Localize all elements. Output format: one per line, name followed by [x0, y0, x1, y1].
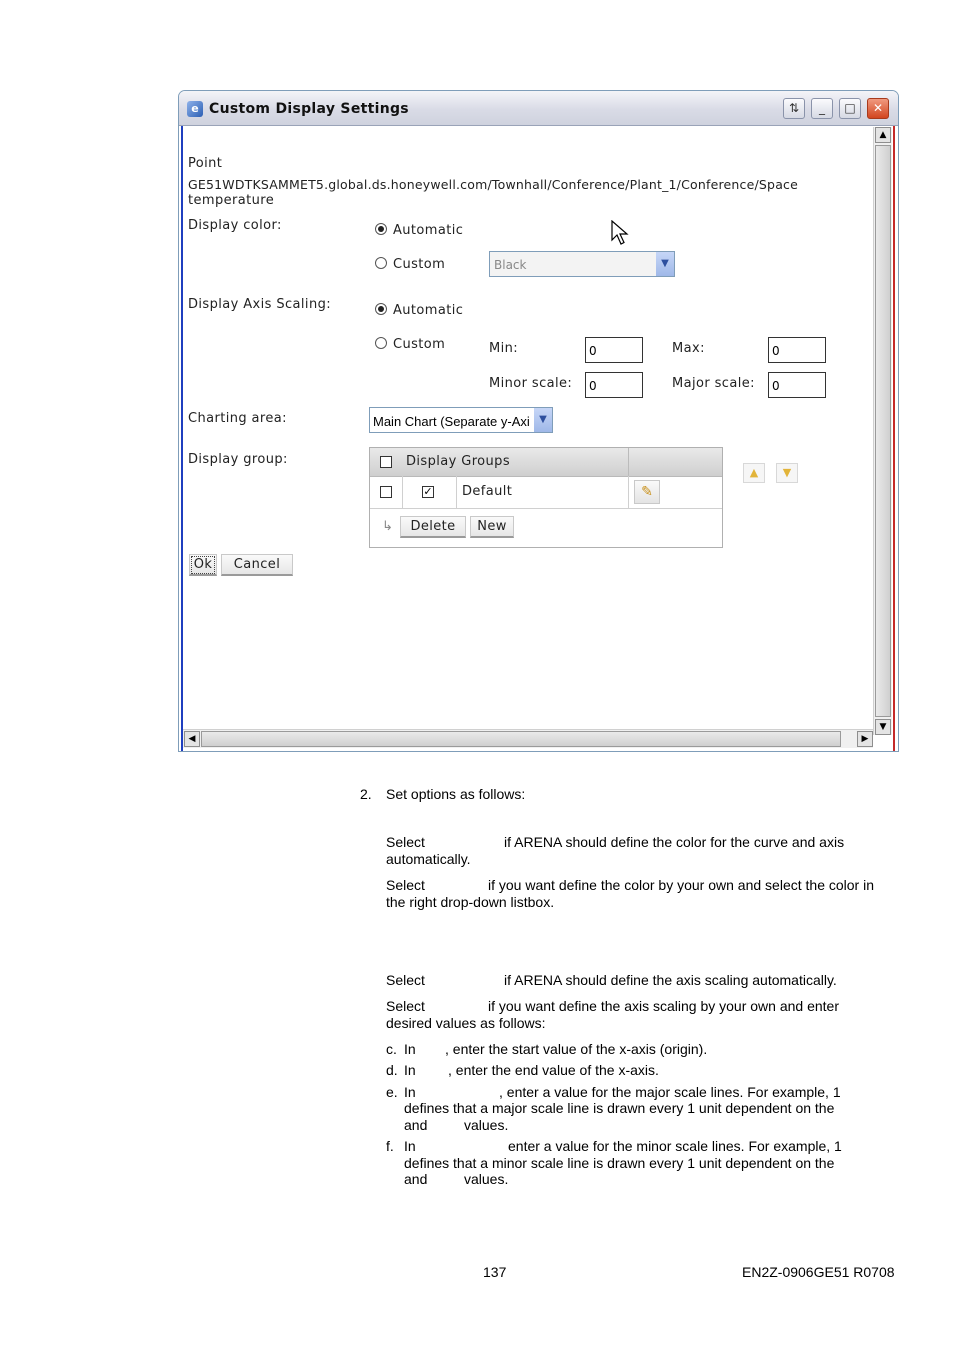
move-up-icon[interactable]: ▲: [743, 463, 765, 483]
para-color-custom-text: if you want define the color by your own and select the color in: [488, 877, 874, 893]
axis-custom-radio[interactable]: [375, 337, 387, 349]
list-f-line2: defines that a minor scale line is drawn every 1 unit dependent on the: [404, 1155, 835, 1171]
chevron-down-icon: ▼: [656, 252, 674, 276]
list-e-values: values.: [464, 1117, 509, 1133]
row-select-checkbox[interactable]: [380, 486, 392, 498]
scroll-right-icon[interactable]: ▶: [857, 731, 873, 747]
refresh-icon[interactable]: ⇅: [783, 98, 805, 119]
column-divider: [628, 476, 629, 508]
list-d-letter: d.: [386, 1062, 398, 1078]
para-axis-auto-select: Select: [386, 972, 425, 988]
minor-scale-input[interactable]: 0: [585, 372, 643, 398]
list-e-and: and: [404, 1117, 428, 1133]
list-e-in: In: [404, 1084, 416, 1100]
ok-button[interactable]: Ok: [189, 554, 217, 576]
display-color-label: Display color:: [188, 218, 282, 233]
axis-automatic-label: Automatic: [393, 303, 464, 318]
row-action-arrow-icon: ↳: [382, 519, 393, 534]
chevron-down-icon: ▼: [534, 408, 552, 432]
list-c-text: , enter the start value of the x-axis (origin).: [445, 1041, 708, 1057]
app-icon: e: [187, 101, 203, 117]
color-automatic-radio[interactable]: [375, 223, 387, 235]
maximize-button[interactable]: □: [839, 98, 861, 119]
move-down-icon[interactable]: ▼: [776, 463, 798, 483]
document-code: EN2Z-0906GE51 R0708: [742, 1264, 895, 1280]
min-label: Min:: [489, 341, 519, 356]
close-button[interactable]: ✕: [867, 98, 889, 119]
column-divider: [456, 476, 457, 508]
para-color-auto-select: Select: [386, 834, 425, 850]
para-color-auto-text: if ARENA should define the color for the curve and axis: [504, 834, 845, 850]
para-axis-custom-select: Select: [386, 998, 425, 1014]
major-scale-input[interactable]: 0: [768, 372, 826, 398]
para-color-auto-cont: automatically.: [386, 851, 471, 867]
scroll-down-icon[interactable]: ▼: [875, 719, 891, 735]
point-path-continued: temperature: [188, 193, 275, 208]
header-divider: [628, 448, 629, 476]
custom-display-settings-window: [178, 90, 899, 752]
para-axis-custom-text: if you want define the axis scaling by your own and enter: [488, 998, 839, 1014]
max-label: Max:: [672, 341, 705, 356]
min-input[interactable]: 0: [585, 337, 643, 363]
charting-area-label: Charting area:: [188, 411, 287, 426]
color-custom-label: Custom: [393, 257, 446, 272]
display-groups-table: [369, 447, 723, 548]
para-axis-auto-text: if ARENA should define the axis scaling automatically.: [504, 972, 837, 988]
display-groups-header-label: Display Groups: [406, 454, 511, 469]
para-axis-custom-cont: desired values as follows:: [386, 1015, 546, 1031]
window-title: Custom Display Settings: [209, 101, 409, 117]
major-scale-label: Major scale:: [672, 376, 755, 391]
horizontal-scrollbar[interactable]: [183, 729, 873, 748]
mouse-cursor-icon: [611, 220, 629, 246]
table-row: [370, 476, 722, 509]
list-c-in: In: [404, 1041, 416, 1057]
para-color-custom-select: Select: [386, 877, 425, 893]
scroll-left-icon[interactable]: ◀: [184, 731, 200, 747]
vertical-scroll-thumb[interactable]: [875, 145, 891, 717]
delete-button[interactable]: Delete: [400, 516, 466, 538]
cancel-button[interactable]: Cancel: [221, 554, 293, 576]
max-input[interactable]: 0: [768, 337, 826, 363]
list-c-letter: c.: [386, 1041, 397, 1057]
minimize-button[interactable]: _: [811, 98, 833, 119]
column-divider: [402, 476, 403, 508]
list-e-text: , enter a value for the major scale lines. For example, 1: [499, 1084, 841, 1100]
horizontal-scroll-thumb[interactable]: [201, 731, 841, 747]
para-color-custom-cont: the right drop-down listbox.: [386, 894, 555, 910]
scroll-up-icon[interactable]: ▲: [875, 127, 891, 143]
charting-area-select[interactable]: [369, 407, 553, 433]
step-text: Set options as follows:: [386, 786, 526, 802]
axis-automatic-radio[interactable]: [375, 303, 387, 315]
axis-custom-label: Custom: [393, 337, 446, 352]
list-d-text: , enter the end value of the x-axis.: [448, 1062, 659, 1078]
select-all-checkbox[interactable]: [380, 456, 392, 468]
point-path: GE51WDTKSAMMET5.global.ds.honeywell.com/Townhall/Conference/Plant_1/Conference/Space: [188, 177, 799, 192]
page-number: 137: [483, 1264, 507, 1280]
title-bar[interactable]: [179, 91, 898, 126]
point-label: Point: [188, 156, 223, 171]
row-visible-checkbox[interactable]: ✓: [423, 485, 433, 498]
color-automatic-label: Automatic: [393, 223, 464, 238]
list-d-in: In: [404, 1062, 416, 1078]
group-name: Default: [462, 484, 513, 499]
list-e-line2: defines that a major scale line is drawn every 1 unit dependent on the: [404, 1100, 835, 1116]
display-group-label: Display group:: [188, 452, 288, 467]
minor-scale-label: Minor scale:: [489, 376, 573, 391]
display-groups-header: [370, 448, 722, 477]
color-select[interactable]: [489, 251, 675, 277]
axis-scaling-label: Display Axis Scaling:: [188, 297, 332, 312]
list-e-letter: e.: [386, 1084, 398, 1100]
color-select-value: Black: [494, 258, 527, 272]
new-button[interactable]: New: [470, 516, 514, 538]
dialog-client-area: [181, 126, 895, 751]
list-f-text: enter a value for the minor scale lines. For example, 1: [508, 1138, 842, 1154]
list-f-in: In: [404, 1138, 416, 1154]
charting-area-value: Main Chart (Separate y-Axi: [373, 414, 530, 429]
edit-pencil-icon[interactable]: ✎: [634, 480, 660, 504]
list-f-values: values.: [464, 1171, 509, 1187]
list-f-letter: f.: [386, 1138, 394, 1154]
color-custom-radio[interactable]: [375, 257, 387, 269]
list-f-and: and: [404, 1171, 428, 1187]
step-number: 2.: [360, 786, 372, 802]
vertical-scrollbar[interactable]: [873, 127, 892, 735]
